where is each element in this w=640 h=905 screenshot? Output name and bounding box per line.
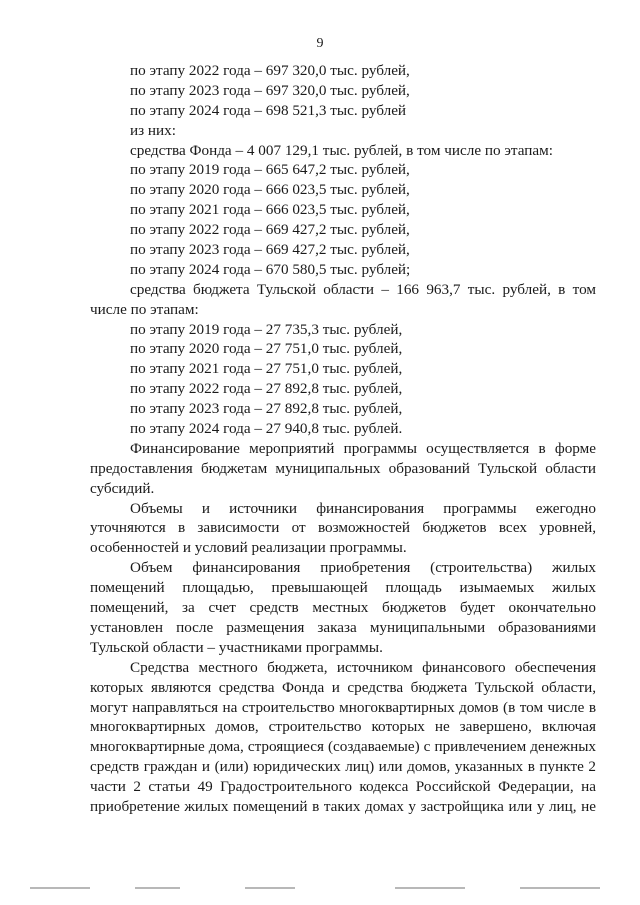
fund-stage-line: по этапу 2022 года – 669 427,2 тыс. рублей, [130, 221, 410, 239]
scan-artifact [30, 887, 90, 889]
fund-stage-line: по этапу 2024 года – 670 580,5 тыс. рублей; [130, 260, 411, 278]
paragraph-line: приобретение жилых помещений в таких домах у застройщика или у лиц, не [90, 797, 596, 815]
paragraph-line: Финансирование мероприятий программы осуществляется в форме [130, 439, 596, 457]
paragraph-line: части 2 статьи 49 Градостроительного кодекса Российской Федерации, на [90, 778, 596, 796]
regional-budget-line: числе по этапам: [90, 300, 199, 318]
regional-stage-line: по этапу 2021 года – 27 751,0 тыс. рублей, [130, 360, 403, 378]
scan-artifact [245, 887, 295, 889]
regional-stage-line: по этапу 2020 года – 27 751,0 тыс. рублей, [130, 340, 403, 358]
stage-line: по этапу 2023 года – 697 320,0 тыс. рублей, [130, 81, 410, 99]
fund-stage-line: по этапу 2019 года – 665 647,2 тыс. рублей, [130, 161, 410, 179]
regional-stage-line: по этапу 2022 года – 27 892,8 тыс. рублей, [130, 380, 403, 398]
regional-stage-line: по этапу 2019 года – 27 735,3 тыс. рублей, [130, 320, 403, 338]
regional-stage-line: по этапу 2024 года – 27 940,8 тыс. рублей. [130, 420, 403, 438]
scan-artifact [395, 887, 465, 889]
paragraph-line: помещений площадью, превышающей площадь изымаемых жилых [90, 579, 596, 597]
scan-artifact [520, 887, 600, 889]
regional-stage-line: по этапу 2023 года – 27 892,8 тыс. рублей, [130, 400, 403, 418]
paragraph-line: предоставления бюджетам муниципальных образований Тульской области [90, 459, 596, 477]
paragraph-acquisition-volume [90, 558, 596, 657]
paragraph-line: уточняются в зависимости от возможностей бюджетов всех уровней, [90, 519, 596, 537]
regional-budget-line: средства бюджета Тульской области – 166 963,7 тыс. рублей, в том [130, 280, 596, 298]
stage-line: по этапу 2022 года – 697 320,0 тыс. рублей, [130, 62, 410, 79]
fund-stage-line: по этапу 2021 года – 666 023,5 тыс. рублей, [130, 201, 410, 219]
fund-line: средства Фонда – 4 007 129,1 тыс. рублей, в том числе по этапам: [130, 141, 553, 159]
paragraph-line: могут направляться на строительство многоквартирных домов (в том числе в [90, 698, 596, 716]
paragraph-line: помещений, за счет средств местных бюджетов будет окончательно [90, 599, 596, 617]
paragraph-line: многоквартирных домов, строительство которых не завершено, включая [90, 718, 596, 736]
paragraph-volumes [90, 499, 596, 559]
paragraph-line: которых являются средства Фонда и средства бюджета Тульской области, [90, 678, 596, 696]
paragraph-line: многоквартирные дома, строящиеся (создаваемые) с привлечением денежных [90, 738, 596, 756]
paragraph-financing [90, 439, 596, 499]
document-body [90, 61, 596, 817]
paragraph-line: установлен после размещения заказа муниципальными образованиями [90, 618, 596, 636]
paragraph-line: Объемы и источники финансирования программы ежегодно [130, 499, 596, 517]
paragraph-line: субсидий. [90, 479, 155, 497]
paragraph-local-budget [90, 658, 596, 817]
paragraph-line: особенностей и условий реализации программы. [90, 539, 407, 557]
paragraph-line: Объем финансирования приобретения (строительства) жилых [130, 559, 596, 577]
fund-stage-line: по этапу 2023 года – 669 427,2 тыс. рублей, [130, 241, 410, 259]
scan-artifact [135, 887, 180, 889]
subheading-of-them: из них: [130, 121, 176, 139]
page-number: 9 [316, 36, 324, 51]
paragraph-line: Средства местного бюджета, источником финансового обеспечения [130, 658, 596, 676]
paragraph-line: средств граждан и (или) юридических лиц) или домов, указанных в пункте 2 [90, 758, 596, 776]
fund-stage-line: по этапу 2020 года – 666 023,5 тыс. рублей, [130, 181, 410, 199]
paragraph-line: Тульской области – участниками программы. [90, 638, 383, 656]
stage-line: по этапу 2024 года – 698 521,3 тыс. рублей [130, 101, 407, 119]
